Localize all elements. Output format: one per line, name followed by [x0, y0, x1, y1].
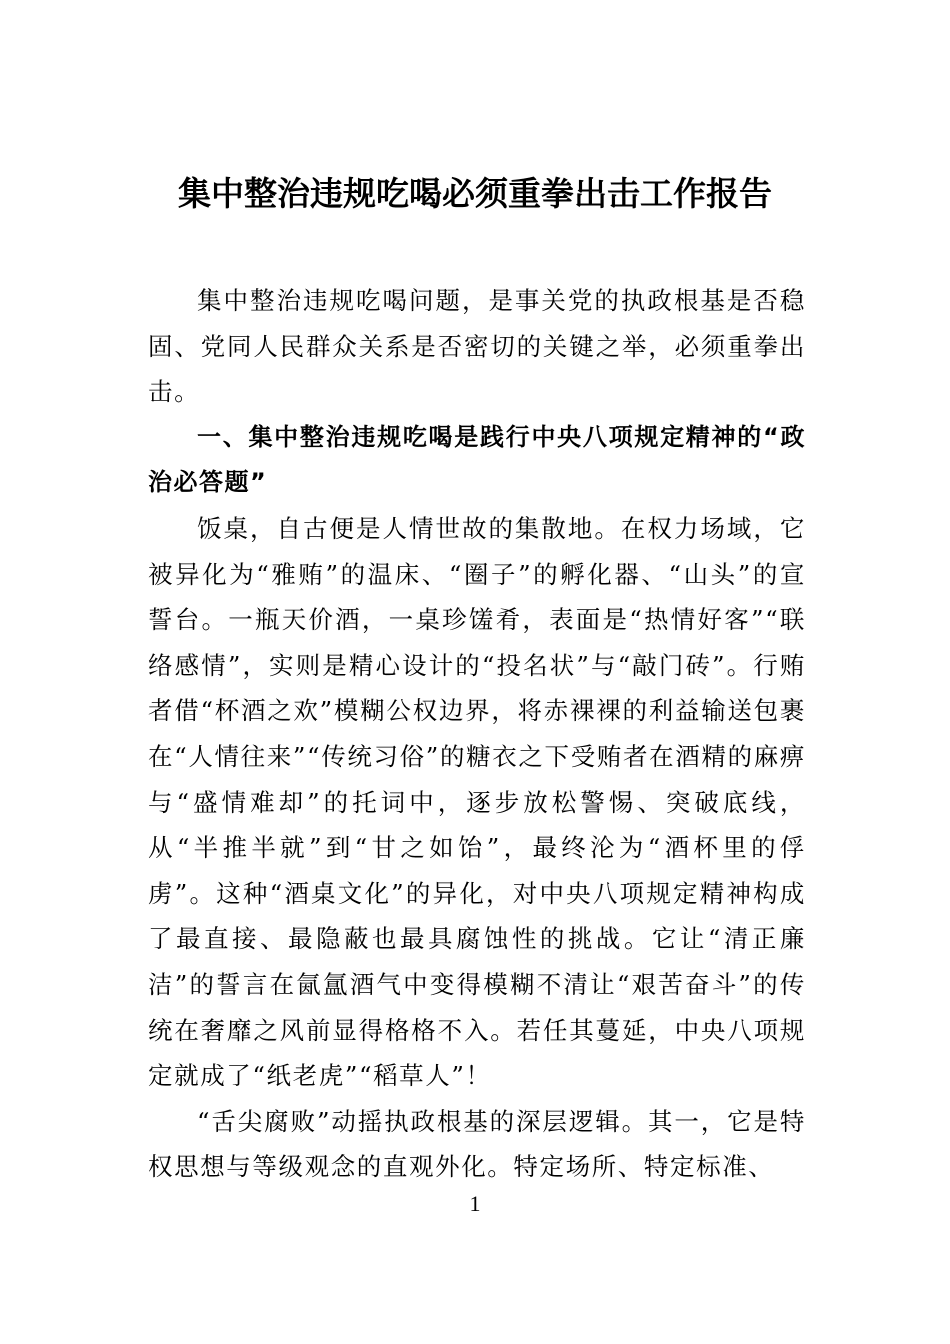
intro-paragraph: 集中整治违规吃喝问题，是事关党的执政根基是否稳固、党同人民群众关系是否密切的关键之举，必须重拳出击。 — [148, 286, 806, 407]
body-paragraph: “舌尖腐败”动摇执政根基的深层逻辑。其一，它是特权思想与等级观念的直观外化。特定场所、特定标准、 — [148, 1106, 806, 1182]
section-heading: 一、集中整治违规吃喝是践行中央八项规定精神的“政治必答题” — [148, 422, 806, 497]
document-title: 集中整治违规吃喝必须重拳出击工作报告 — [178, 174, 772, 213]
body-paragraph: 饭桌，自古便是人情世故的集散地。在权力场域，它被异化为“雅贿”的温床、“圈子”的孵化器、“山头”的宣誓台。一瓶天价酒，一桌珍馐肴，表面是“热情好客”“联络感情”，实则是精心设计的“投名状”与“敲门砖”。行贿者借“杯酒之欢”模糊公权边界，将赤裸裸的利益输送包裹在“人情往来”“传统习俗”的糖衣之下受贿者在酒精的麻痹与“盛情难却”的托词中，逐步放松警惕、突破底线，从“半推半就”到“甘之如饴”，最终沦为“酒杯里的俘虏”。这种“酒桌文化”的异化，对中央八项规定精神构成了最直接、最隐蔽也最具腐蚀性的挑战。它让“清正廉洁”的誓言在氤氲酒气中变得模糊不清让“艰苦奋斗”的传统在奢靡之风前显得格格不入。若任其蔓延，中央八项规定就成了“纸老虎”“稻草人”！ — [148, 513, 806, 1091]
page-number: 1 — [469, 1191, 481, 1216]
document-body — [148, 278, 806, 1190]
